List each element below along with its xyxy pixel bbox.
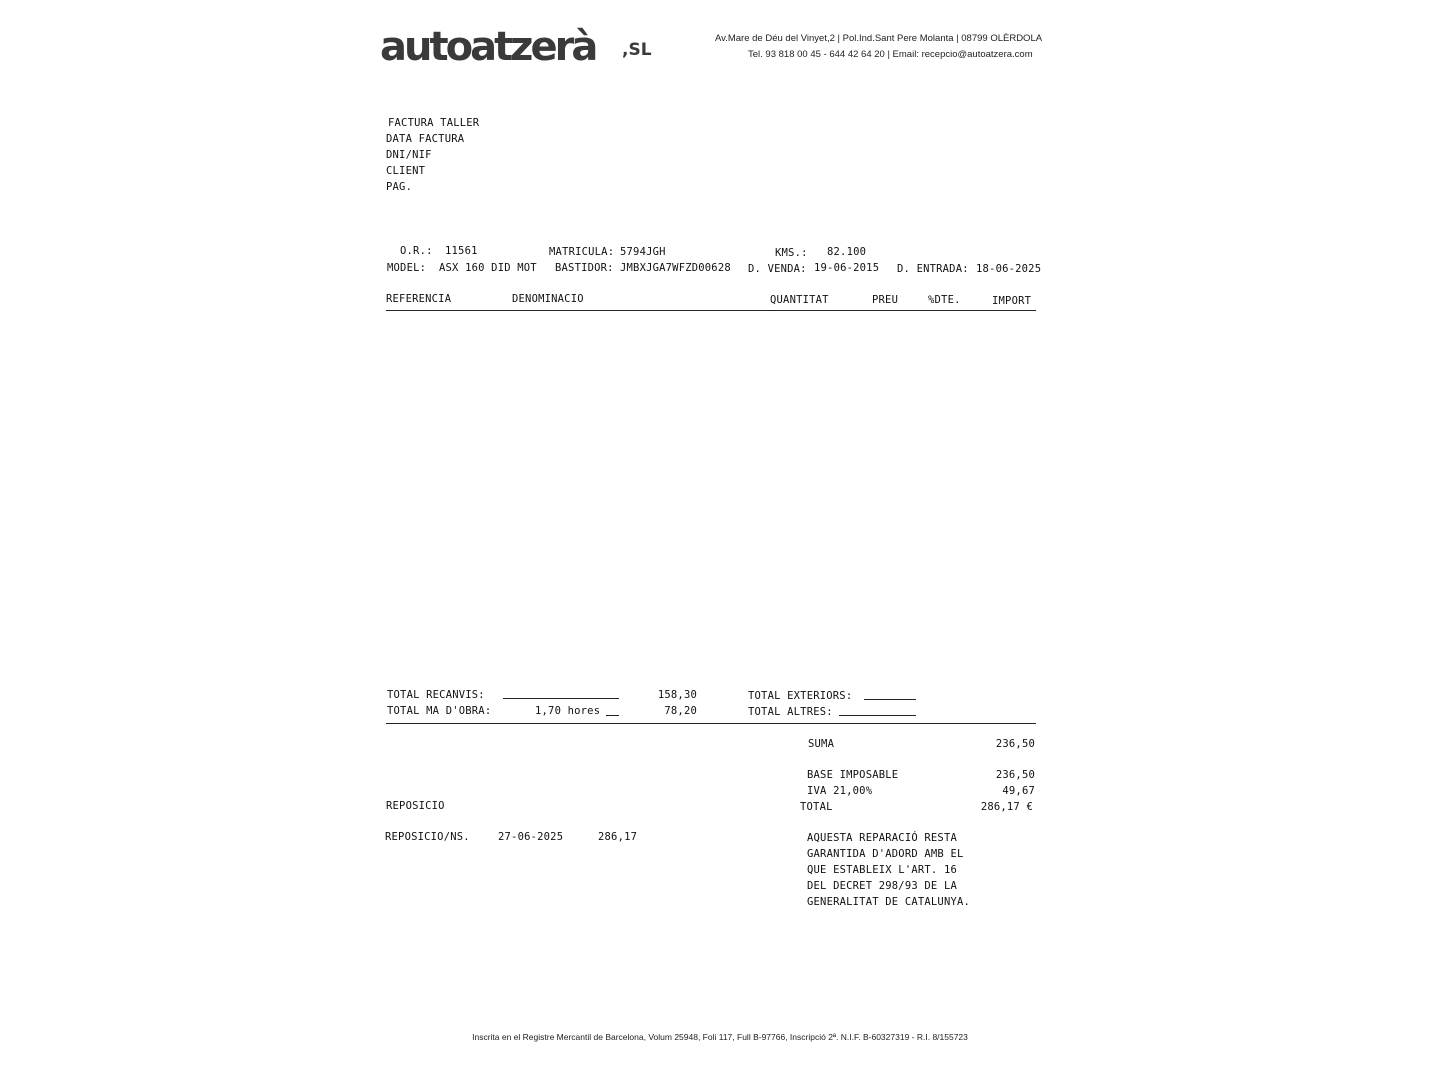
column-header-preu: PREU [872,294,899,306]
matricula-label: MATRICULA: [549,246,615,258]
reposicio-title: REPOSICIO [386,800,445,812]
reposicio-label: REPOSICIO/NS. [385,831,470,843]
company-logo-suffix: ,SL [622,40,652,60]
altres-underline [839,715,916,716]
column-header-import: IMPORT [992,295,1032,307]
suma-label: SUMA [808,738,835,750]
page-label: PAG. [386,181,413,193]
dni-nif-label: DNI/NIF [386,149,432,161]
total-label: TOTAL [800,801,833,813]
kms-label: KMS.: [775,247,808,259]
guarantee-line-4: DEL DECRET 298/93 DE LA [807,880,957,892]
model-value: ASX 160 DID MOT [439,262,537,274]
base-imposable-label: BASE IMPOSABLE [807,769,899,781]
guarantee-line-2: GARANTIDA D'ADORD AMB EL [807,848,964,860]
total-recanvis-value: 158,30 [657,689,697,701]
company-address: Av.Mare de Déu del Vinyet,2 | Pol.Ind.Sant Pere Molanta | 08799 OLÈRDOLA [715,33,1043,44]
data-factura-label: DATA FACTURA [386,133,465,145]
matricula-value: 5794JGH [620,246,666,258]
company-logo: autoatzerà [380,24,596,70]
iva-label: IVA 21,00% [807,785,873,797]
kms-value: 82.100 [827,246,867,258]
total-ma-obra-label: TOTAL MA D'OBRA: [387,705,492,717]
venda-value: 19-06-2015 [814,262,880,274]
column-header-dte: %DTE. [928,294,961,306]
or-label: O.R.: [400,245,433,257]
or-value: 11561 [445,245,478,257]
total-altres-label: TOTAL ALTRES: [748,706,833,718]
total-ma-obra-value: 78,20 [664,705,697,717]
totals-rule [386,723,1036,724]
guarantee-line-3: QUE ESTABLEIX L'ART. 16 [807,864,957,876]
factura-taller-label: FACTURA TALLER [388,117,480,129]
model-label: MODEL: [387,262,427,274]
bastidor-value: JMBXJGA7WFZD00628 [620,262,731,274]
bastidor-label: BASTIDOR: [555,262,614,274]
total-exteriors-label: TOTAL EXTERIORS: [748,690,853,702]
total-value: 286,17 € [980,801,1033,813]
exteriors-underline [864,699,916,700]
guarantee-line-5: GENERALITAT DE CATALUNYA. [807,896,971,908]
reposicio-amount: 286,17 [598,831,638,843]
venda-label: D. VENDA: [748,263,807,275]
entrada-value: 18-06-2025 [976,263,1042,275]
total-recanvis-label: TOTAL RECANVIS: [387,689,485,701]
iva-value: 49,67 [1002,785,1035,797]
suma-value: 236,50 [995,738,1035,750]
table-header-rule [386,310,1036,311]
ma-obra-underline [606,715,619,716]
ma-obra-hours: 1,70 hores [535,705,601,717]
recanvis-underline [503,698,619,699]
column-header-referencia: REFERENCIA [386,293,452,305]
client-label: CLIENT [386,165,426,177]
column-header-denominacio: DENOMINACIO [512,293,584,305]
entrada-label: D. ENTRADA: [897,263,969,275]
company-contact: Tel. 93 818 00 45 - 644 42 64 20 | Email: recepcio@autoatzera.com [748,49,1033,60]
guarantee-line-1: AQUESTA REPARACIÓ RESTA [807,832,957,844]
registry-footer: Inscrita en el Registre Mercantil de Barcelona, Volum 25948, Foli 117, Full B-97766, Inscripció 2ª. N.I.F. B-60327319 - R.I. 8/155723 [472,1032,968,1042]
reposicio-date: 27-06-2025 [498,831,564,843]
base-imposable-value: 236,50 [995,769,1035,781]
column-header-quantitat: QUANTITAT [770,294,829,306]
